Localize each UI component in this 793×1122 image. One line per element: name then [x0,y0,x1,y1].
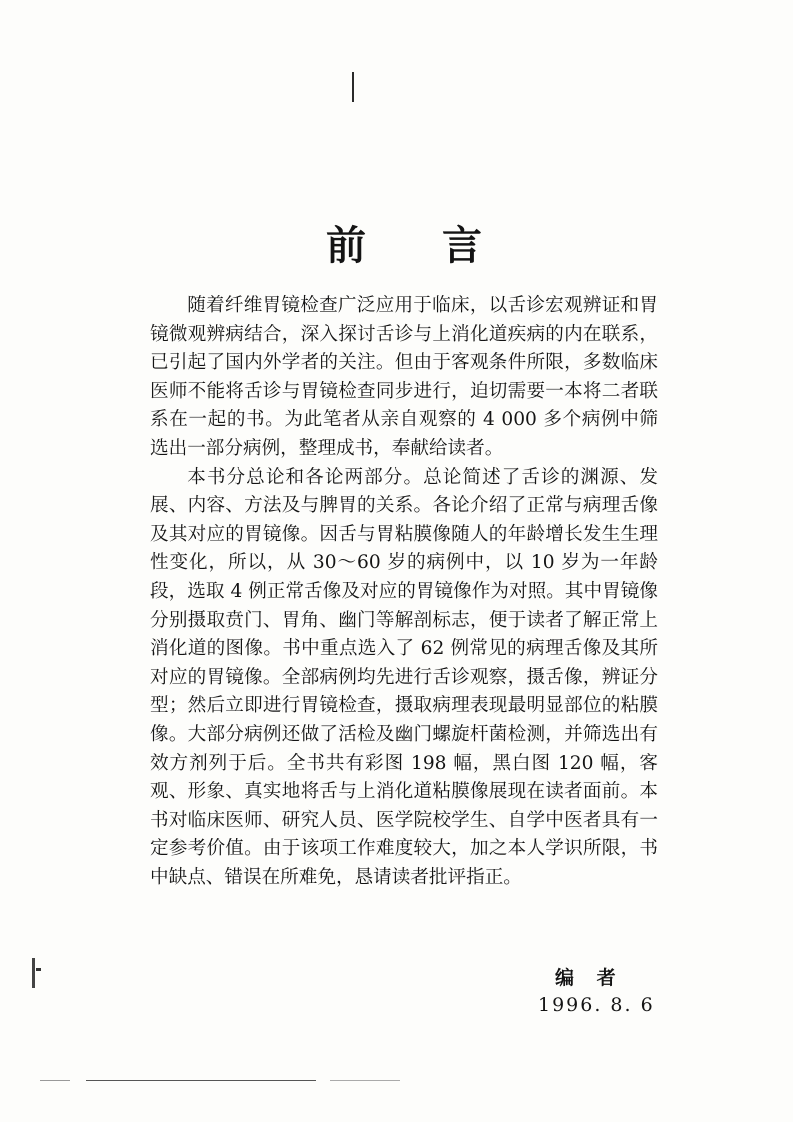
title-char-2: 言 [442,222,484,269]
paragraph-2: 本书分总论和各论两部分。总论简述了舌诊的渊源、发展、内容、方法及与脾胃的关系。各论介绍了正常与病理舌像及其对应的胃镜像。因舌与胃粘膜像随人的年龄增长发生生理性变化，所以，从 30～60 岁的病例中，以 10 岁为一年龄段，选取 4 例正常舌像及对应的胃镜像作为对照。其中胃镜像分别摄取贲门、胃角、幽门等解剖标志，便于读者了解正常上消化道的图像。书中重点选入了 62 例常见的病理舌像及其所对应的胃镜像。全部病例均先进行舌诊观察，摄舌像，辨证分型；然后立即进行胃镜检查，摄取病理表现最明显部位的粘膜像。大部分病例还做了活检及幽门螺旋杆菌检测，并筛选出有效方剂列于后。全书共有彩图 198 幅，黑白图 120 幅，客观、形象、真实地将舌与上消化道粘膜像展现在读者面前。本书对临床医师、研究人员、医学院校学生、自学中医者具有一定参考价值。由于该项工作难度较大，加之本人学识所限，书中缺点、错误在所难免，恳请读者批评指正。 [150,466,658,888]
title-char-1: 前 [326,222,368,269]
signature-editor: 编 者 [555,967,624,989]
scan-mark-left-2 [36,968,41,971]
preface-body [150,292,658,892]
page-title [0,214,793,270]
scan-line-bottom [86,1080,316,1081]
signature-date: 1996. 8. 6 [538,994,655,1016]
page-top-mark [352,72,354,102]
scan-line-bottom-2 [40,1080,70,1081]
scan-mark-left [32,958,35,988]
paragraph-1: 随着纤维胃镜检查广泛应用于临床，以舌诊宏观辨证和胃镜微观辨病结合，深入探讨舌诊与上消化道疾病的内在联系，已引起了国内外学者的关注。但由于客观条件所限，多数临床医师不能将舌诊与胃镜检查同步进行，迫切需要一本将二者联系在一起的书。为此笔者从亲自观察的 4 000 多个病例中筛选出一部分病例，整理成书，奉献给读者。 [150,295,658,459]
scan-line-bottom-3 [330,1080,400,1081]
